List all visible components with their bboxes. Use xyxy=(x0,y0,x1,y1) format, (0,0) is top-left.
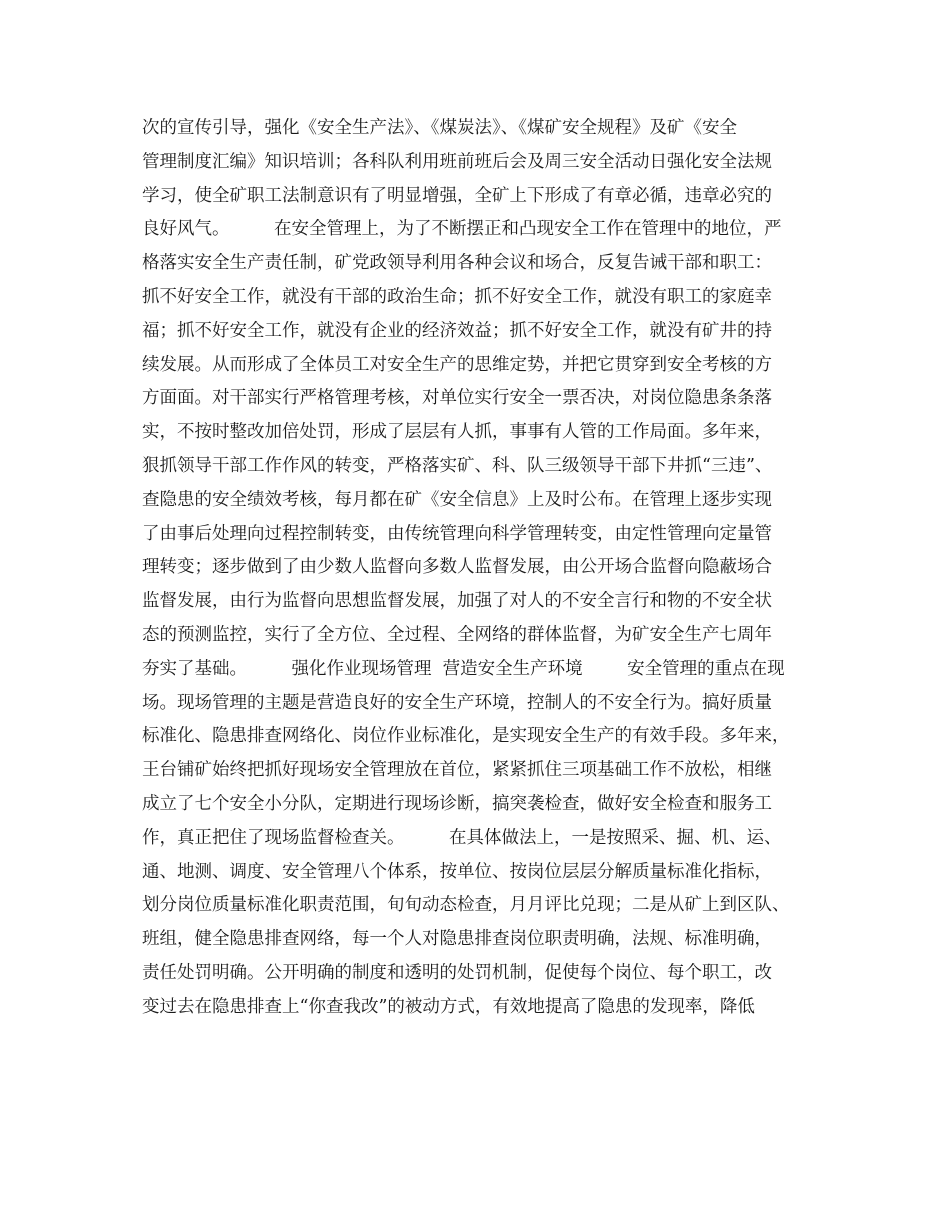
text-line: 标准化、隐患排查网络化、岗位作业标准化，是实现安全生产的有效手段。多年来， xyxy=(142,726,790,747)
text-line: 成立了七个安全小分队，定期进行现场诊断，搞突袭检查，做好安全检查和服务工 xyxy=(142,793,772,814)
text-line: 狠抓领导干部工作作风的转变，严格落实矿、科、队三级领导干部下井抓“三违”、 xyxy=(142,455,773,476)
text-line: 作，真正把住了现场监督检查关。 在具体做法上，一是按照采、掘、机、运、 xyxy=(142,827,782,848)
text-line: 学习，使全矿职工法制意识有了明显增强，全矿上下形成了有章必循，违章必究的 xyxy=(142,185,772,206)
text-line: 夯实了基础。 强化作业现场管理 营造安全生产环境 安全管理的重点在现 xyxy=(142,658,785,679)
text-line: 理转变；逐步做到了由少数人监督向多数人监督发展，由公开场合监督向隐蔽场合 xyxy=(142,557,772,578)
text-line: 通、地测、调度、安全管理八个体系，按单位、按岗位层层分解质量标准化指标， xyxy=(142,861,772,882)
text-line: 态的预测监控，实行了全方位、全过程、全网络的群体监督，为矿安全生产七周年 xyxy=(142,624,772,645)
text-line: 次的宣传引导，强化《安全生产法》、《煤炭法》、《煤矿安全规程》及矿《安全 xyxy=(142,118,737,138)
text-line: 了由事后处理向过程控制转变，由传统管理向科学管理转变，由定性管理向定量管 xyxy=(142,523,772,544)
text-line: 良好风气。 在安全管理上，为了不断摆正和凸现安全工作在管理中的地位，严 xyxy=(142,219,782,240)
body-text xyxy=(142,112,832,1025)
text-line: 划分岗位质量标准化职责范围，旬旬动态检查，月月评比兑现；二是从矿上到区队、 xyxy=(142,895,790,916)
text-line: 班组，健全隐患排查网络，每一个人对隐患排查岗位职责明确，法规、标准明确， xyxy=(142,929,772,950)
text-line: 格落实安全生产责任制，矿党政领导利用各种会议和场合，反复告诫干部和职工： xyxy=(142,253,772,274)
text-line: 福；抓不好安全工作，就没有企业的经济效益；抓不好安全工作，就没有矿井的持 xyxy=(142,320,772,341)
text-line: 续发展。从而形成了全体员工对安全生产的思维定势，并把它贯穿到安全考核的方 xyxy=(142,354,772,375)
text-line: 方面面。对干部实行严格管理考核，对单位实行安全一票否决，对岗位隐患条条落 xyxy=(142,388,772,409)
text-line: 实，不按时整改加倍处罚，形成了层层有人抓，事事有人管的工作局面。多年来， xyxy=(142,422,772,443)
text-line: 变过去在隐患排查上“你查我改”的被动方式，有效地提高了隐患的发现率，降低 xyxy=(142,996,755,1017)
text-line: 抓不好安全工作，就没有干部的政治生命；抓不好安全工作，就没有职工的家庭幸 xyxy=(142,286,772,307)
text-line: 监督发展，由行为监督向思想监督发展，加强了对人的不安全言行和物的不安全状 xyxy=(142,591,772,612)
text-line: 责任处罚明确。公开明确的制度和透明的处罚机制，促使每个岗位、每个职工，改 xyxy=(142,962,772,983)
text-line: 查隐患的安全绩效考核，每月都在矿《安全信息》上及时公布。在管理上逐步实现 xyxy=(142,489,772,510)
text-line: 王台铺矿始终把抓好现场安全管理放在首位，紧紧抓住三项基础工作不放松，相继 xyxy=(142,760,772,781)
text-line: 场。现场管理的主题是营造良好的安全生产环境，控制人的不安全行为。搞好质量 xyxy=(142,692,772,713)
text-line: 管理制度汇编》知识培训；各科队利用班前班后会及周三安全活动日强化安全法规 xyxy=(142,151,772,172)
